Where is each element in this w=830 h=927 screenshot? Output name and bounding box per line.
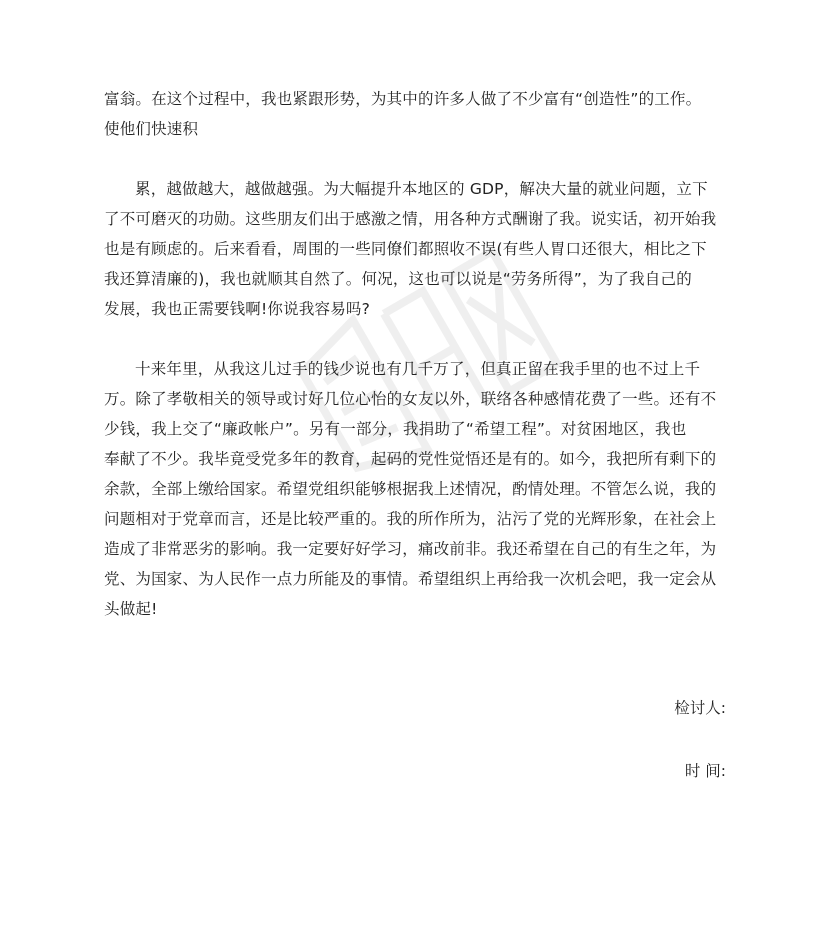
document-body (104, 84, 728, 624)
paragraph-gap (104, 144, 728, 174)
text-line: 万。除了孝敬相关的领导或讨好几位心怡的女友以外，联络各种感情花费了一些。还有不 (104, 390, 717, 408)
text-line: 十来年里，从我这儿过手的钱少说也有几千万了，但真正留在我手里的也不过上千 (135, 360, 701, 378)
time-label: 时 间: (684, 762, 726, 780)
text-line: 余款，全部上缴给国家。希望党组织能够根据我上述情况，酌情处理。不管怎么说，我的 (104, 480, 717, 498)
text-line: 造成了非常恶劣的影响。我一定要好好学习，痛改前非。我还希望在自己的有生之年，为 (104, 540, 717, 558)
text-line: 头做起! (104, 600, 158, 618)
text-line: 奉献了不少。我毕竟受党多年的教育，起码的党性觉悟还是有的。如今，我把所有剩下的 (104, 450, 717, 468)
text-line: 少钱，我上交了“廉政帐户”。另有一部分，我捐助了“希望工程”。对贫困地区，我也 (104, 420, 687, 438)
text-line: 使他们快速积 (104, 120, 199, 138)
text-line: 了不可磨灭的功勋。这些朋友们出于感激之情，用各种方式酬谢了我。说实话，初开始我 (104, 210, 717, 228)
paragraph-1 (104, 84, 728, 144)
paragraph-2 (104, 174, 728, 324)
paragraph-gap (104, 324, 728, 354)
text-line: 富翁。在这个过程中，我也紧跟形势，为其中的许多人做了不少富有“创造性”的工作。 (104, 90, 702, 108)
text-line: 也是有顾虑的。后来看看，周围的一些同僚们都照收不误(有些人胃口还很大，相比之下 (104, 240, 707, 258)
paragraph-3 (104, 354, 728, 624)
reviewer-signature-label: 检讨人: (674, 699, 726, 717)
text-line: 党、为国家、为人民作一点力所能及的事情。希望组织上再给我一次机会吧，我一定会从 (104, 570, 717, 588)
text-line: 问题相对于党章而言，还是比较严重的。我的所作所为，沾污了党的光辉形象，在社会上 (104, 510, 717, 528)
text-line: 累，越做越大，越做越强。为大幅提升本地区的 GDP，解决大量的就业问题，立下 (135, 180, 708, 198)
text-line: 发展，我也正需要钱啊!你说我容易吗? (104, 300, 371, 318)
text-line: 我还算清廉的)，我也就顺其自然了。何况，这也可以说是“劳务所得”，为了我自己的 (104, 270, 692, 288)
